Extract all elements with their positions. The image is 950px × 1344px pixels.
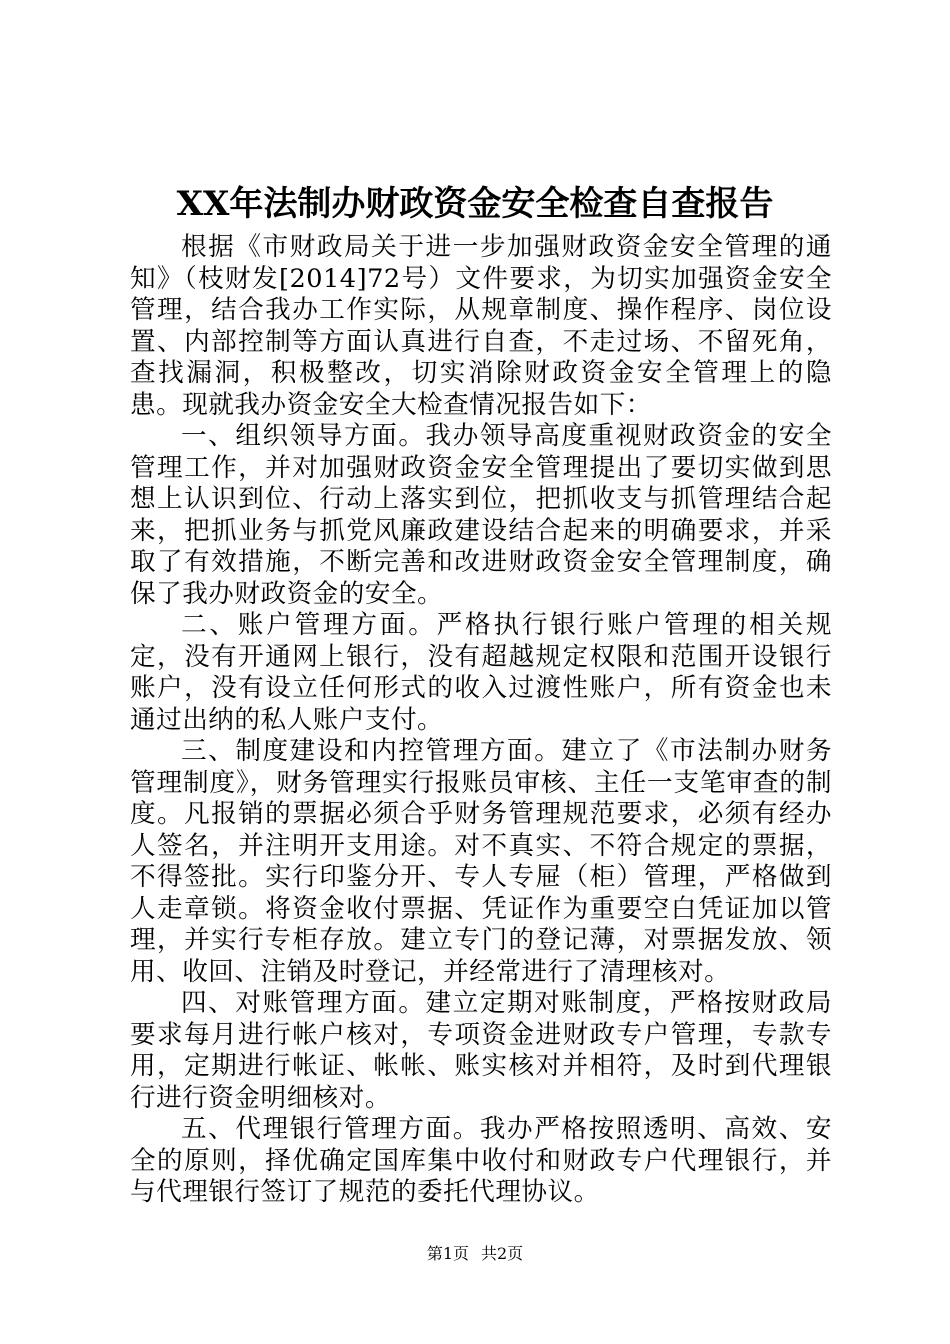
paragraph-intro: 根据《市财政局关于进一步加强财政资金安全管理的通知》（枝财发[2014]72号）文件要求，为切实加强资金安全管理，结合我办工作实际，从规章制度、操作程序、岗位设置、内部控制等方面认真进行自查，不走过场、不留死角，查找漏洞，积极整改，切实消除财政资金安全管理上的隐患。现就我办资金安全大检查情况报告如下： xyxy=(130,232,832,420)
paragraph-system-internal-control: 三、制度建设和内控管理方面。建立了《市法制办财务管理制度》，财务管理实行报账员审核、主任一支笔审查的制度。凡报销的票据必须合乎财务管理规范要求，必须有经办人签名，并注明开支用途。对不真实、不符合规定的票据，不得签批。实行印鉴分开、专人专屉（柜）管理，严格做到人走章锁。将资金收付票据、凭证作为重要空白凭证加以管理，并实行专柜存放。建立专门的登记薄，对票据发放、领用、收回、注销及时登记，并经常进行了清理核对。 xyxy=(130,736,832,987)
paragraph-reconciliation: 四、对账管理方面。建立定期对账制度，严格按财政局要求每月进行帐户核对，专项资金进财政专户管理，专款专用，定期进行帐证、帐帐、账实核对并相符，及时到代理银行进行资金明细核对。 xyxy=(130,988,832,1113)
document-body xyxy=(130,232,832,1209)
document-title: XX年法制办财政资金安全检查自查报告 xyxy=(176,184,774,224)
paragraph-organization-leadership: 一、组织领导方面。我办领导高度重视财政资金的安全管理工作，并对加强财政资金安全管理提出了要切实做到思想上认识到位、行动上落实到位，把抓收支与抓管理结合起来，把抓业务与抓党风廉政建设结合起来的明确要求，并采取了有效措施，不断完善和改进财政资金安全管理制度，确保了我办财政资金的安全。 xyxy=(130,421,832,609)
page-number: 第1页 xyxy=(426,1244,469,1263)
paragraph-account-management: 二、账户管理方面。严格执行银行账户管理的相关规定，没有开通网上银行，没有超越规定权限和范围开设银行账户，没有设立任何形式的收入过渡性账户，所有资金也未通过出纳的私人账户支付。 xyxy=(130,610,832,735)
page-footer xyxy=(0,1243,950,1265)
paragraph-agent-bank: 五、代理银行管理方面。我办严格按照透明、高效、安全的原则，择优确定国库集中收付和财政专户代理银行，并与代理银行签订了规范的委托代理协议。 xyxy=(130,1114,832,1207)
page-total: 共2页 xyxy=(481,1244,524,1263)
